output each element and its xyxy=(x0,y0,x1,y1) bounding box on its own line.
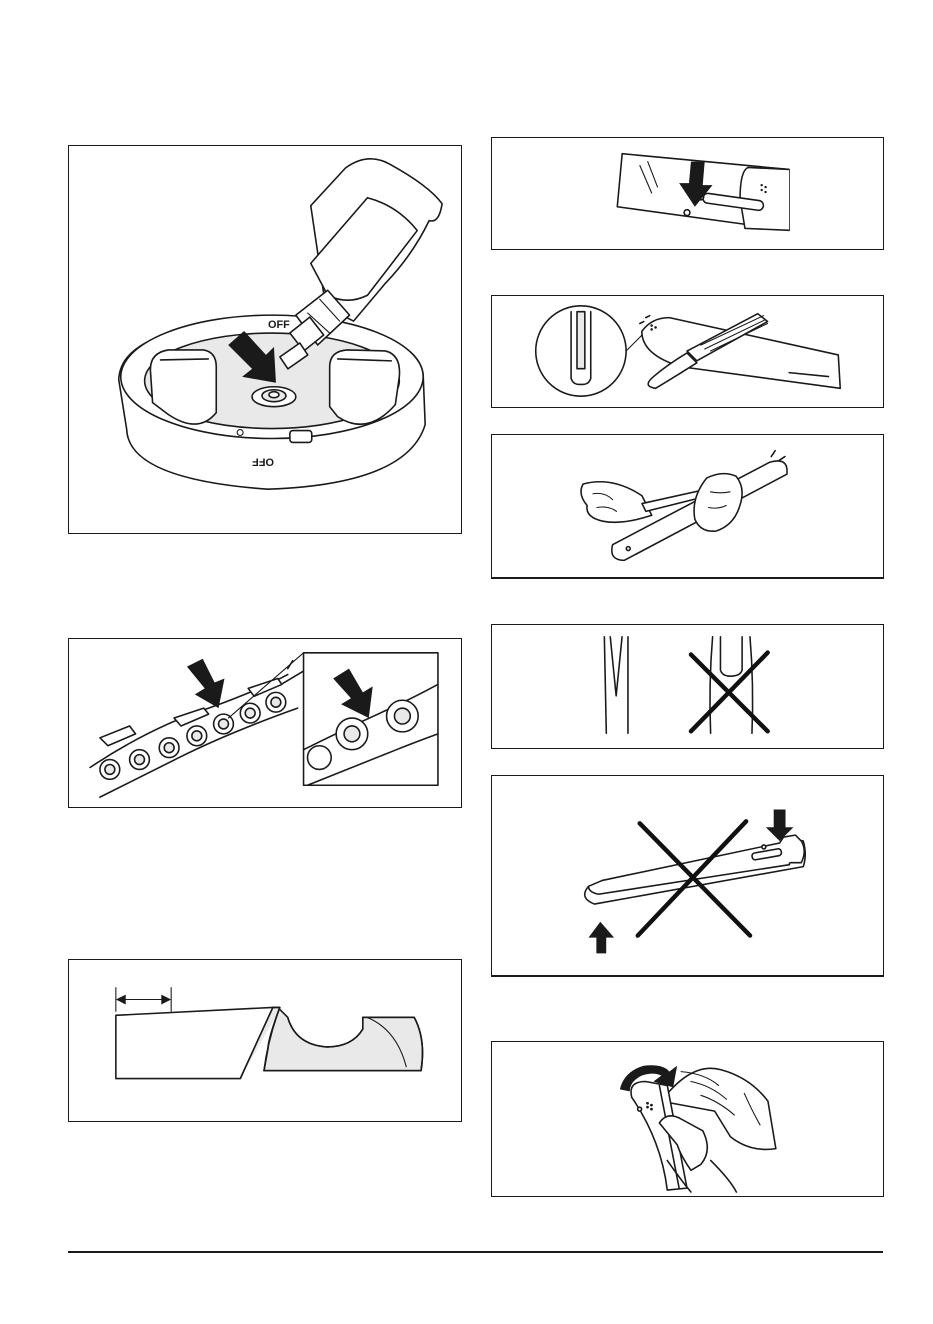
groove-worn-icon xyxy=(710,637,753,733)
off-label-top: OFF xyxy=(267,319,290,332)
footer-rule xyxy=(68,1251,883,1253)
guide-bar-icon xyxy=(492,776,883,975)
cutter-tooth-icon xyxy=(69,960,461,1121)
off-label-bottom: OFF xyxy=(252,455,274,468)
cross-icon xyxy=(691,653,768,732)
figure-bar-groove-file xyxy=(491,295,884,408)
saw-chain-icon xyxy=(69,639,461,807)
guide-bar-icon xyxy=(492,296,883,407)
figure-chain-check xyxy=(68,638,462,808)
arrow-down-icon xyxy=(187,659,225,708)
figure-bar-oil-hole xyxy=(491,137,884,250)
figure-bar-rail-filing xyxy=(491,434,884,579)
figure-bar-bent xyxy=(491,775,884,977)
figure-clutch-lubrication xyxy=(68,145,462,534)
arrow-up-icon xyxy=(588,922,614,954)
groove-good-icon xyxy=(492,625,883,748)
figure-depth-gauge xyxy=(68,959,462,1122)
figure-groove-wear xyxy=(491,624,884,749)
hand-icon xyxy=(492,1042,883,1196)
guide-bar-icon xyxy=(492,138,883,249)
hands-icon xyxy=(492,435,883,577)
clutch-drum-icon xyxy=(69,146,461,533)
figure-bar-turning xyxy=(491,1041,884,1197)
